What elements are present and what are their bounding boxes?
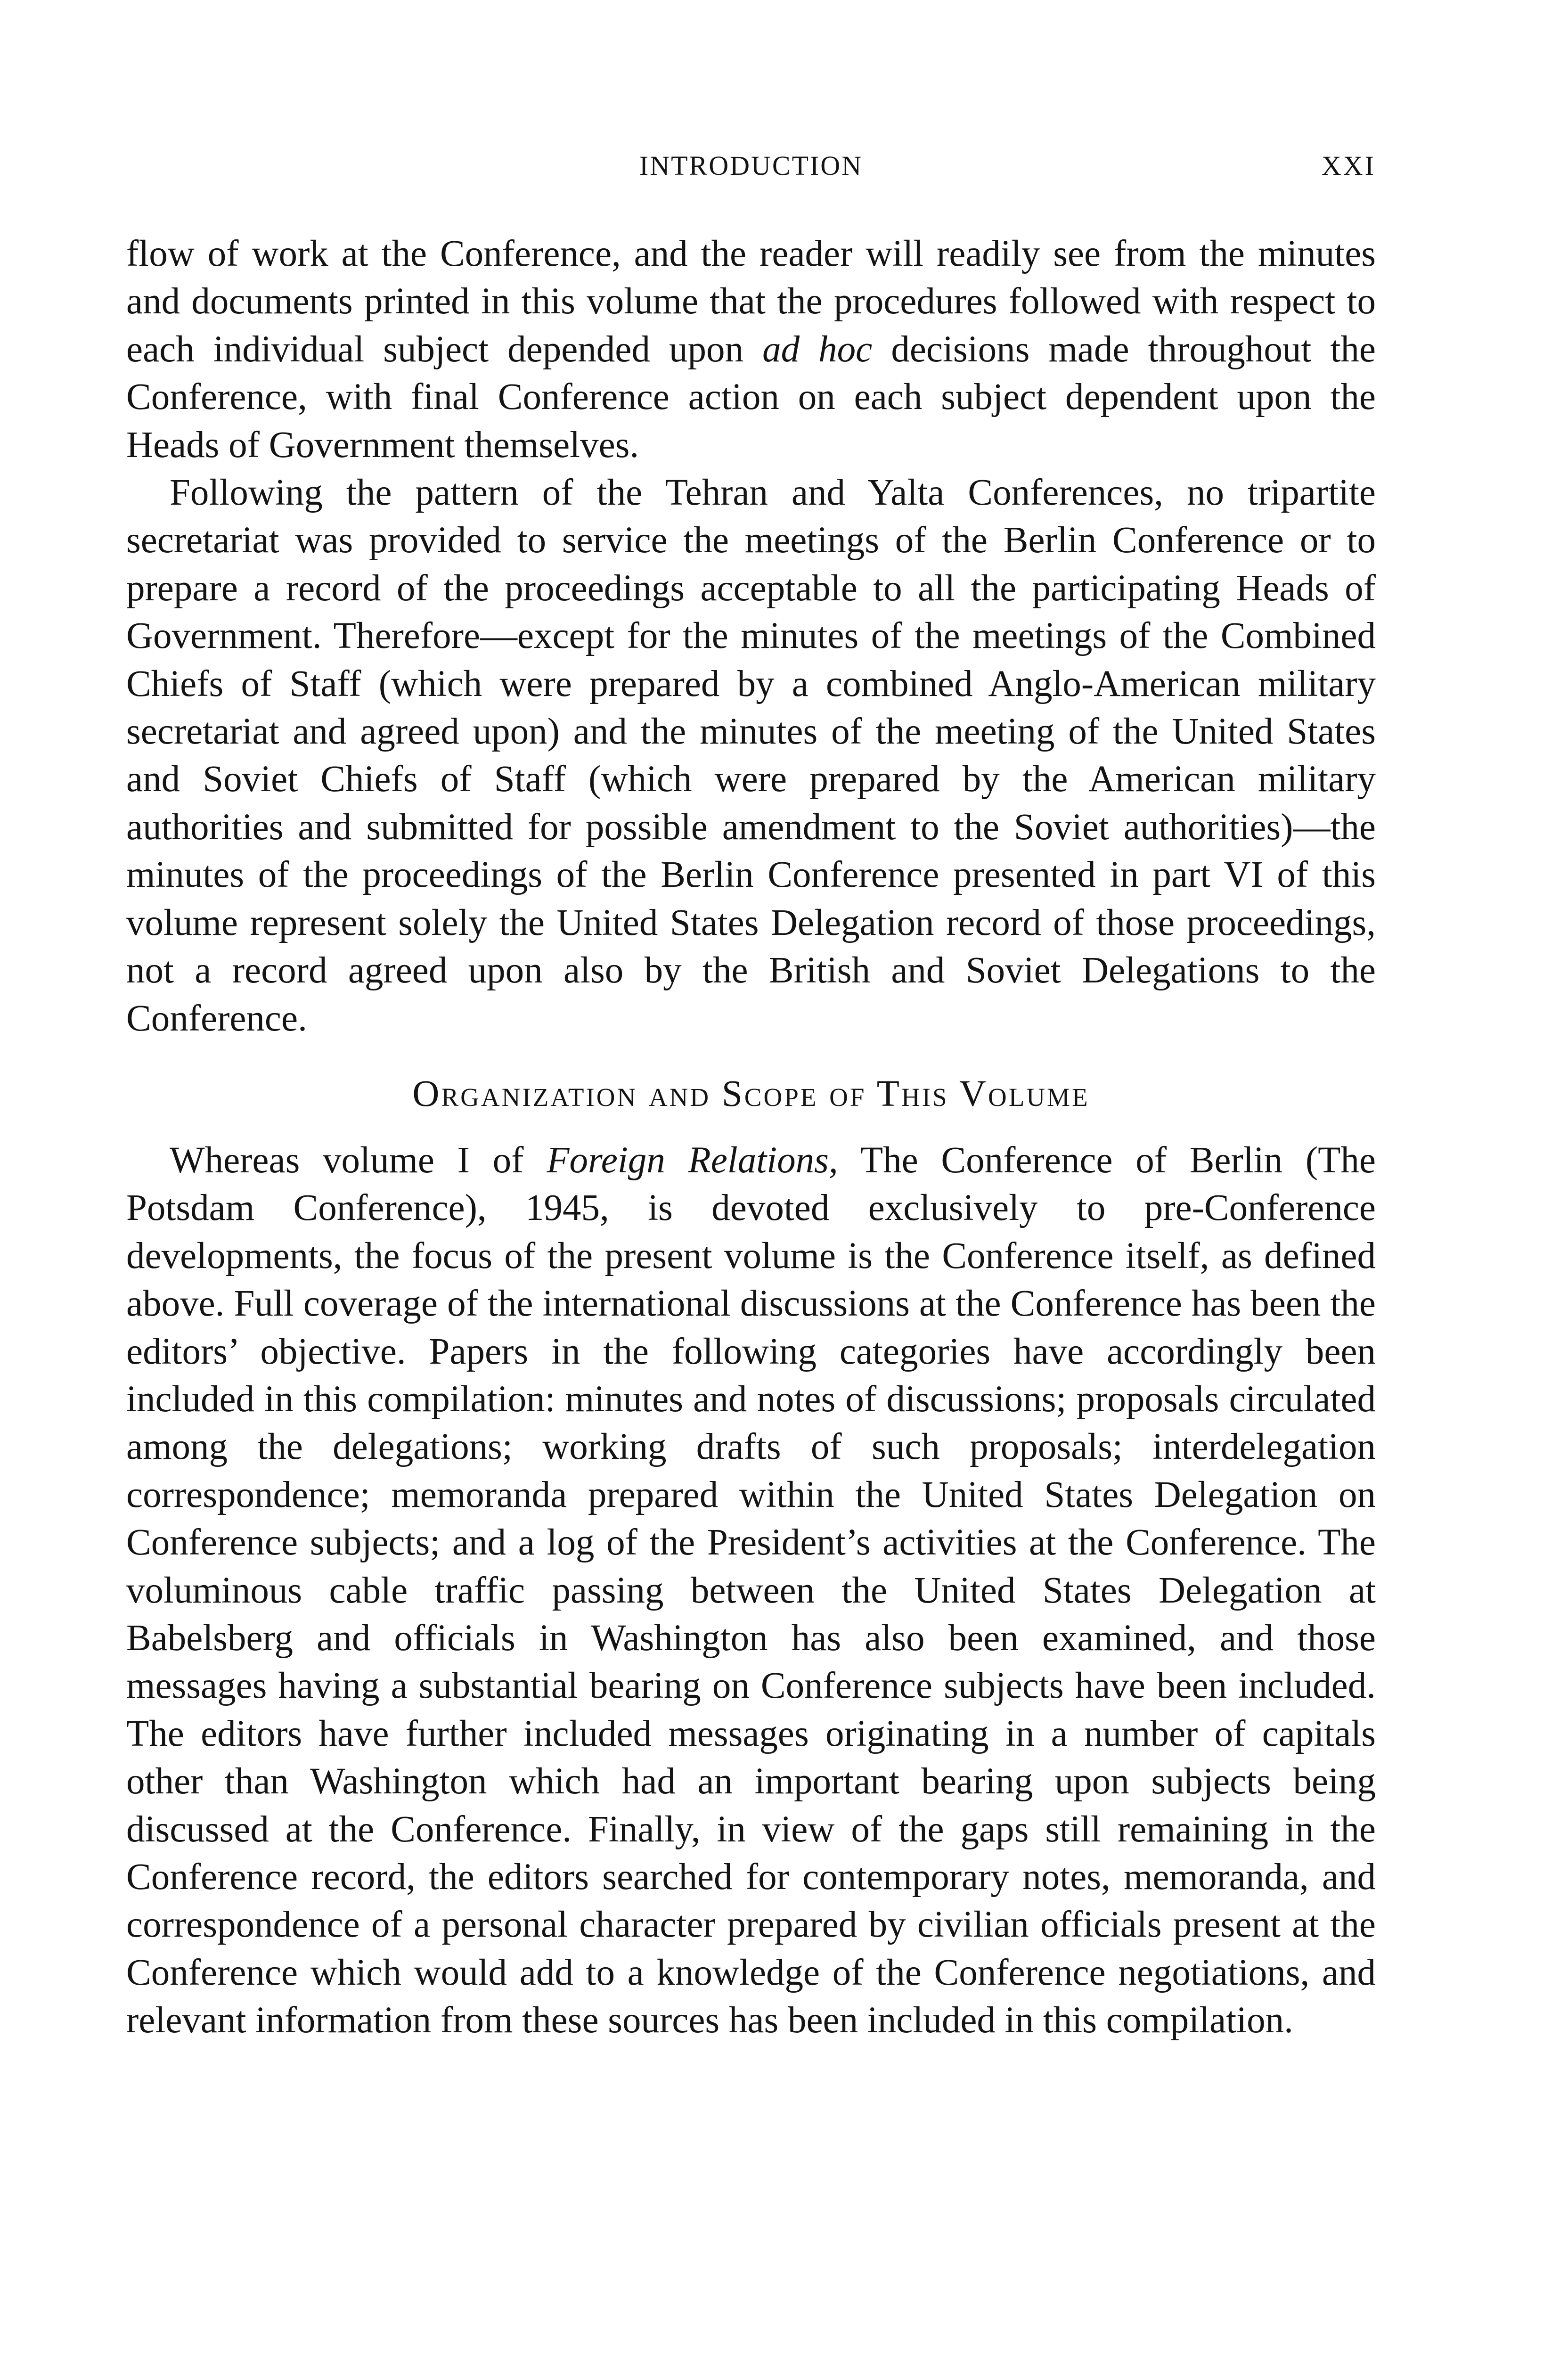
paragraph-3-text-b: The Conference of Berlin (The Potsdam Conference), 1945, is devoted exclusively to pre-Conference developments, the focus of the present volume is the Conference itself, as defined above. Full coverage of the international discussions at the Conference has been the editors’ objective. Papers in the following categories have accordingly been included in this compilation: minutes and notes of discussions; proposals circulated among the delegations; working drafts of such proposals; interdelegation correspondence; memoranda prepared within the United States Delegation on Conference subjects; and a log of the President’s activities at the Conference. The voluminous cable traffic passing between the United States Delegation at Babelsberg and officials in Washington has also been examined, and those messages having a substantial bearing on Conference subjects have been included. The editors have further included messages originating in a number of capitals other than Washington which had an important bearing upon subjects being discussed at the Conference. Finally, in view of the gaps still remaining in the Conference record, the editors searched for contemporary notes, memoranda, and correspondence of a personal character prepared by civilian officials present at the Conference which would add to a knowledge of the Conference negotiations, and relevant information from these sources has been included in this compilation.: [126, 1139, 1376, 2041]
paragraph-secretariat: Following the pattern of the Tehran and Yalta Conferences, no tripartite secretariat was provided to service the meetings of the Berlin Conference or to prepare a record of the proceedings acceptable to all the participating Heads of Government. Therefore—except for the minutes of the meetings of the Combined Chiefs of Staff (which were prepared by a combined Anglo-American military secretariat and agreed upon) and the minutes of the meeting of the United States and Soviet Chiefs of Staff (which were prepared by the American military authorities and submitted for possible amendment to the Soviet authorities)—the minutes of the proceedings of the Berlin Conference presented in part VI of this volume represent solely the United States Delegation record of those proceedings, not a record agreed upon also by the British and Soviet Delegations to the Conference.: [126, 472, 1376, 1039]
paragraph-1-text-b: decisions made throughout the Conference, with final Conference action on each subject dependent upon the Heads of Government themselves.: [126, 328, 1376, 466]
page-number: XXI: [1321, 150, 1376, 181]
paragraph-3-text-a: Whereas volume I of: [170, 1139, 547, 1181]
paragraph-1-text-a: flow of work at the Conference, and the reader will readily see from the minutes and documents printed in this volume that the procedures followed with respect to each individual subject depended upon: [126, 233, 1376, 370]
running-head: [126, 150, 1376, 192]
paragraph-continuation: [126, 230, 1376, 469]
section-heading: Organization and Scope of This Volume: [412, 1073, 1090, 1114]
paragraph-scope: [126, 1137, 1376, 2045]
running-title: INTRODUCTION: [639, 150, 863, 181]
paragraph-1-italic: ad hoc: [762, 328, 873, 370]
body-text: [126, 230, 1376, 2045]
paragraph-3-italic: Foreign Relations,: [547, 1139, 838, 1181]
